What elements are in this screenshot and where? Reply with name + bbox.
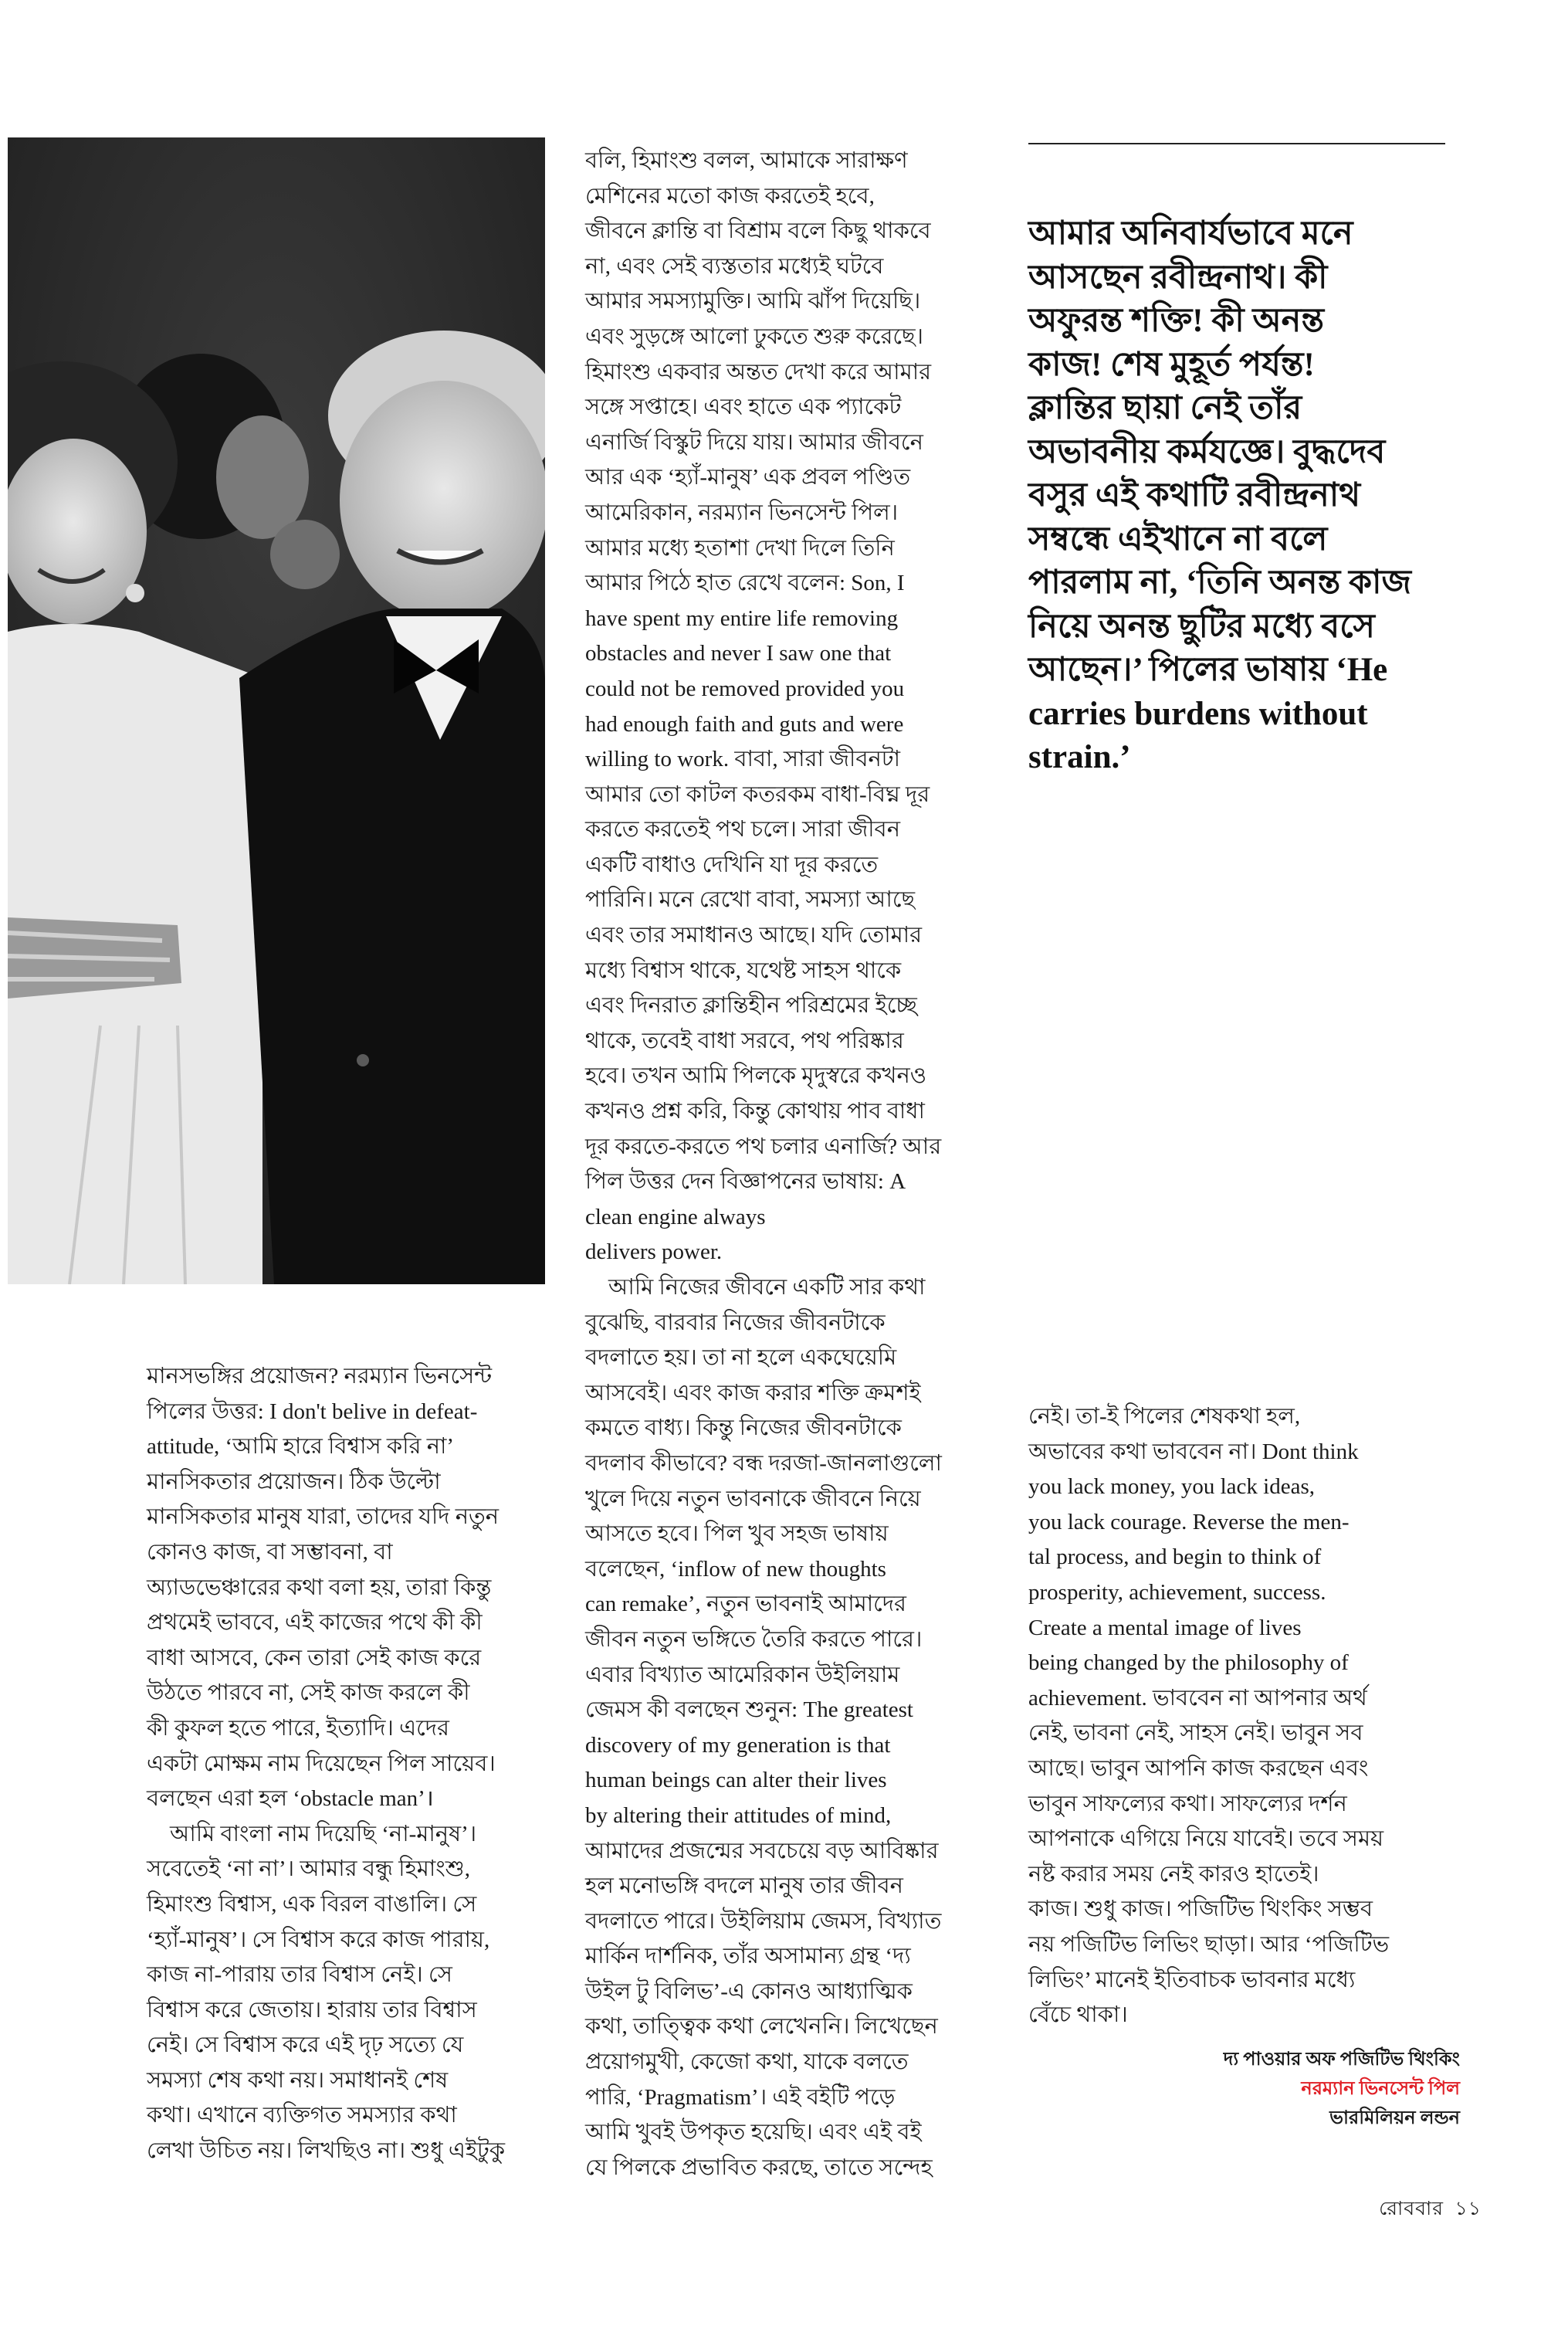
text-line: এবার বিখ্যাত আমেরিকান উইলিয়াম [585, 1662, 900, 1687]
text-line: সবেতেই ‘না না’। আমার বন্ধু হিমাংশু, [147, 1856, 470, 1882]
text-line: could not be removed provided you [585, 676, 905, 701]
text-line: clean engine always [585, 1204, 766, 1229]
text-line: আমার তো কাটল কতরকম বাধা-বিঘ্ন দূর [585, 782, 930, 807]
text-line: Create a mental image of lives [1028, 1615, 1302, 1640]
text-line: discovery of my generation is that [585, 1732, 891, 1758]
pull-quote [1028, 212, 1461, 780]
text-line: বলছেন এরা হল ‘obstacle man’। [147, 1786, 434, 1812]
text-line: আমি নিজের জীবনে একটি সার কথা [608, 1275, 926, 1300]
text-line: বুঝেছি, বারবার নিজের জীবনটাকে [585, 1310, 886, 1335]
article-column-right [1028, 1399, 1449, 2033]
text-line: you lack courage. Reverse the men- [1028, 1509, 1350, 1534]
text-line: আমাদের প্রজন্মের সবচেয়ে বড় আবিষ্কার [585, 1838, 939, 1863]
text-line: নেই, ভাবনা নেই, সাহস নেই। ভাবুন সব [1028, 1721, 1363, 1746]
book-attribution [1224, 2045, 1460, 2133]
pull-quote-line: কাজ! শেষ মুহূর্ত পর্যন্ত! [1028, 346, 1315, 383]
text-line: delivers power. [585, 1239, 723, 1265]
text-line: tal process, and begin to think of [1028, 1544, 1322, 1570]
text-line: বদলাতে হয়। তা না হলে একঘেয়েমি [585, 1345, 897, 1371]
text-line: হবে। তখন আমি পিলকে মৃদুস্বরে কখনও [585, 1063, 927, 1089]
text-line: prosperity, achievement, success. [1028, 1579, 1326, 1605]
text-line: আমেরিকান, নরম্যান ভিনসেন্ট পিল। [585, 500, 899, 525]
text-line: আমার পিঠে হাত রেখে বলেন: Son, I [585, 571, 905, 596]
paragraph [585, 144, 1010, 1270]
pull-quote-line: আমার অনিবার্যভাবে মনে [1028, 215, 1353, 252]
magazine-name: রোববার [1379, 2199, 1444, 2219]
text-line: have spent my entire life removing [585, 605, 899, 631]
text-line: আছে। ভাবুন আপনি কাজ করছেন এবং [1028, 1755, 1369, 1781]
text-line: ‘হ্যাঁ-মানুষ’। সে বিশ্বাস করে কাজ পারায়, [147, 1927, 490, 1952]
text-line: খুলে দিয়ে নতুন ভাবনাকে জীবনে নিয়ে [585, 1486, 921, 1511]
text-line: কী কুফল হতে পারে, ইত্যাদি। এদের [147, 1715, 449, 1741]
pull-quote-line: বসুর এই কথাটি রবীন্দ্রনাথ [1028, 477, 1361, 514]
text-line: বাধা আসবে, কেন তারা সেই কাজ করে [147, 1645, 482, 1670]
paragraph [585, 1270, 1010, 2185]
text-line: you lack money, you lack ideas, [1028, 1474, 1315, 1500]
text-line: প্রয়োগমুখী, কেজো কথা, যাকে বলতে [585, 2050, 909, 2075]
text-line: এনার্জি বিস্কুট দিয়ে যায়। আমার জীবনে [585, 429, 923, 455]
text-line: উঠতে পারবে না, সেই কাজ করলে কী [147, 1680, 470, 1706]
text-line: মানসিকতার প্রয়োজন। ঠিক উল্টো [147, 1469, 441, 1494]
text-line: পিলের উত্তর: I don't belive in defeat- [147, 1399, 478, 1424]
text-line: আপনাকে এগিয়ে নিয়ে যাবেই। তবে সময় [1028, 1826, 1384, 1852]
text-line: আমি বাংলা নাম দিয়েছি ‘না-মানুষ’। [170, 1821, 477, 1846]
text-line: বেঁচে থাকা। [1028, 2002, 1128, 2028]
book-author: নরম্যান ভিনসেন্ট পিল [1301, 2079, 1460, 2099]
text-line: had enough faith and guts and were [585, 711, 904, 737]
pull-quote-line: ক্লান্তির ছায়া নেই তাঁর [1028, 390, 1302, 426]
book-title: দ্য পাওয়ার অফ পজিটিভ থিংকিং [1223, 2050, 1460, 2070]
pull-quote-line: পারলাম না, ‘তিনি অনন্ত কাজ [1028, 565, 1412, 601]
text-line: বলেছেন, ‘inflow of new thoughts [585, 1556, 886, 1582]
pull-quote-line: carries burdens without [1028, 695, 1368, 732]
text-line: বদলাতে পারে। উইলিয়াম জেমস, বিখ্যাত [585, 1908, 942, 1934]
text-line: কমতে বাধ্য। কিন্তু নিজের জীবনটাকে [585, 1416, 902, 1441]
text-line: না, এবং সেই ব্যস্ততার মধ্যেই ঘটবে [585, 253, 884, 279]
text-line: লিভিং’ মানেই ইতিবাচক ভাবনার মধ্যে [1028, 1967, 1356, 1992]
text-line: কাজ না-পারায় তার বিশ্বাস নেই। সে [147, 1962, 452, 1988]
text-line: achievement. ভাববেন না আপনার অর্থ [1028, 1685, 1367, 1711]
text-line: আমার মধ্যে হতাশা দেখা দিলে তিনি [585, 535, 895, 561]
text-line: আমার সমস্যামুক্তি। আমি ঝাঁপ দিয়েছি। [585, 289, 921, 314]
text-line: attitude, ‘আমি হারে বিশ্বাস করি না’ [147, 1434, 455, 1460]
text-line: by altering their attitudes of mind, [585, 1802, 892, 1828]
text-line: করতে করতেই পথ চলে। সারা জীবন [585, 817, 901, 843]
text-line: একটি বাধাও দেখিনি যা দূর করতে [585, 852, 879, 877]
text-line: জেমস কী বলছেন শুনুন: The greatest [585, 1697, 913, 1723]
text-line: থাকে, তবেই বাধা সরবে, পথ পরিষ্কার [585, 1028, 904, 1053]
text-line: পিল উত্তর দেন বিজ্ঞাপনের ভাষায়: A [585, 1169, 906, 1195]
pull-quote-line: আসছেন রবীন্দ্রনাথ। কী [1028, 259, 1328, 296]
text-line: এবং তার সমাধানও আছে। যদি তোমার [585, 923, 923, 948]
text-line: বদলাব কীভাবে? বন্ধ দরজা-জানলাগুলো [585, 1450, 942, 1476]
text-line: মানসিকতার মানুষ যারা, তাদের যদি নতুন [147, 1504, 500, 1530]
text-line: কথা। এখানে ব্যক্তিগত সমস্যার কথা [147, 2103, 457, 2128]
text-line: প্রথমেই ভাববে, এই কাজের পথে কী কী [147, 1610, 483, 1636]
page-folio [1379, 2193, 1482, 2226]
text-line: হিমাংশু একবার অন্তত দেখা করে আমার [585, 359, 932, 385]
text-line: সঙ্গে সপ্তাহে। এবং হাতে এক প্যাকেট [585, 395, 902, 420]
text-line: বলি, হিমাংশু বলল, আমাকে সারাক্ষণ [585, 148, 908, 173]
page-number: ১১ [1455, 2199, 1482, 2219]
text-line: কখনও প্রশ্ন করি, কিন্তু কোথায় পাব বাধা [585, 1099, 925, 1124]
text-line: মানসভঙ্গির প্রয়োজন? নরম্যান ভিনসেন্ট [147, 1364, 493, 1388]
text-line: পারিনি। মনে রেখো বাবা, সমস্যা আছে [585, 887, 916, 913]
text-line: হল মনোভঙ্গি বদলে মানুষ তার জীবন [585, 1873, 903, 1899]
text-line: এবং দিনরাত ক্লান্তিহীন পরিশ্রমের ইচ্ছে [585, 993, 917, 1019]
text-line: যে পিলকে প্রভাবিত করছে, তাতে সন্দেহ [585, 2155, 933, 2180]
text-line: দূর করতে-করতে পথ চলার এনার্জি? আর [585, 1134, 942, 1159]
text-line: আসতে হবে। পিল খুব সহজ ভাষায় [585, 1521, 889, 1547]
text-line: কোনও কাজ, বা সম্ভাবনা, বা [147, 1539, 393, 1565]
text-line: নষ্ট করার সময় নেই কারও হাতেই। [1028, 1861, 1319, 1887]
text-line: obstacles and never I saw one that [585, 641, 892, 666]
photo-image-icon [8, 137, 545, 1284]
paragraph [147, 1359, 564, 1817]
text-line: নেই। তা-ই পিলের শেষকথা হল, [1028, 1404, 1301, 1429]
text-line: সমস্যা শেষ কথা নয়। সমাধানই শেষ [147, 2067, 449, 2093]
text-line: বিশ্বাস করে জেতায়। হারায় তার বিশ্বাস [147, 1997, 477, 2023]
pull-quote-divider [1028, 143, 1445, 144]
text-line: being changed by the philosophy of [1028, 1650, 1349, 1676]
pull-quote-line: অভাবনীয় কর্মযজ্ঞে। বুদ্ধদেব [1028, 433, 1386, 470]
pull-quote-line: strain.’ [1028, 739, 1131, 775]
article-column-left [147, 1359, 564, 2169]
book-publisher: ভারমিলিয়ন লন্ডন [1329, 2108, 1460, 2128]
text-line: আর এক ‘হ্যাঁ-মানুষ’ এক প্রবল পণ্ডিত [585, 465, 911, 490]
text-line: আমি খুবই উপকৃত হয়েছি। এবং এই বই [585, 2120, 922, 2145]
text-line: অ্যাডভেঞ্চারের কথা বলা হয়, তারা কিন্তু [147, 1575, 492, 1600]
text-line: হিমাংশু বিশ্বাস, এক বিরল বাঙালি। সে [147, 1891, 477, 1917]
pull-quote-line: সম্বন্ধে এইখানে না বলে [1028, 520, 1328, 558]
text-line: কাজ। শুধু কাজ। পজিটিভ থিংকিং সম্ভব [1028, 1897, 1373, 1922]
text-line: নয় পজিটিভ লিভিং ছাড়া। আর ‘পজিটিভ [1028, 1931, 1390, 1957]
pull-quote-line: নিয়ে অনন্ত ছুটির মধ্যে বসে [1028, 608, 1375, 645]
text-line: মধ্যে বিশ্বাস থাকে, যথেষ্ট সাহস থাকে [585, 958, 902, 983]
text-line: ভাবুন সাফল্যের কথা। সাফল্যের দর্শন [1028, 1791, 1347, 1816]
text-line: জীবনে ক্লান্তি বা বিশ্রাম বলে কিছু থাকবে [585, 219, 931, 244]
text-line: একটা মোক্ষম নাম দিয়েছেন পিল সায়েব। [147, 1751, 496, 1776]
text-line: পারি, ‘Pragmatism’। এই বইটি পড়ে [585, 2084, 896, 2110]
text-line: নেই। সে বিশ্বাস করে এই দৃঢ় সত্যে যে [147, 2033, 464, 2058]
paragraph [1028, 1399, 1449, 2033]
pull-quote-line: অফুরন্ত শক্তি! কী অনন্ত [1028, 303, 1324, 339]
text-line: এবং সুড়ঙ্গে আলো ঢুকতে শুরু করেছে। [585, 324, 923, 349]
text-line: মার্কিন দার্শনিক, তাঁর অসামান্য গ্রন্থ ‘দ্য [585, 1944, 911, 1969]
text-line: উইল টু বিলিভ’-এ কোনও আধ্যাত্মিক [585, 1978, 913, 2004]
pull-quote-line: আছেন।’ পিলের ভাষায় ‘He [1028, 652, 1388, 688]
paragraph [147, 1817, 564, 2169]
text-line: লেখা উচিত নয়। লিখছিও না। শুধু এইটুকু [147, 2138, 506, 2164]
text-line: willing to work. বাবা, সারা জীবনটা [585, 747, 901, 772]
text-line: আসবেই। এবং কাজ করার শক্তি ক্রমশই [585, 1380, 921, 1405]
text-line: জীবন নতুন ভঙ্গিতে তৈরি করতে পারে। [585, 1626, 923, 1652]
article-column-middle [585, 144, 1010, 2185]
text-line: can remake’, নতুন ভাবনাই আমাদের [585, 1592, 907, 1617]
text-line: মেশিনের মতো কাজ করতেই হবে, [585, 183, 875, 209]
text-line: কথা, তাত্ত্বিক কথা লেখেননি। লিখেছেন [585, 2014, 938, 2039]
text-line: অভাবের কথা ভাববেন না। Dont think [1028, 1439, 1359, 1464]
text-line: human beings can alter their lives [585, 1768, 887, 1793]
article-photo [8, 137, 545, 1284]
